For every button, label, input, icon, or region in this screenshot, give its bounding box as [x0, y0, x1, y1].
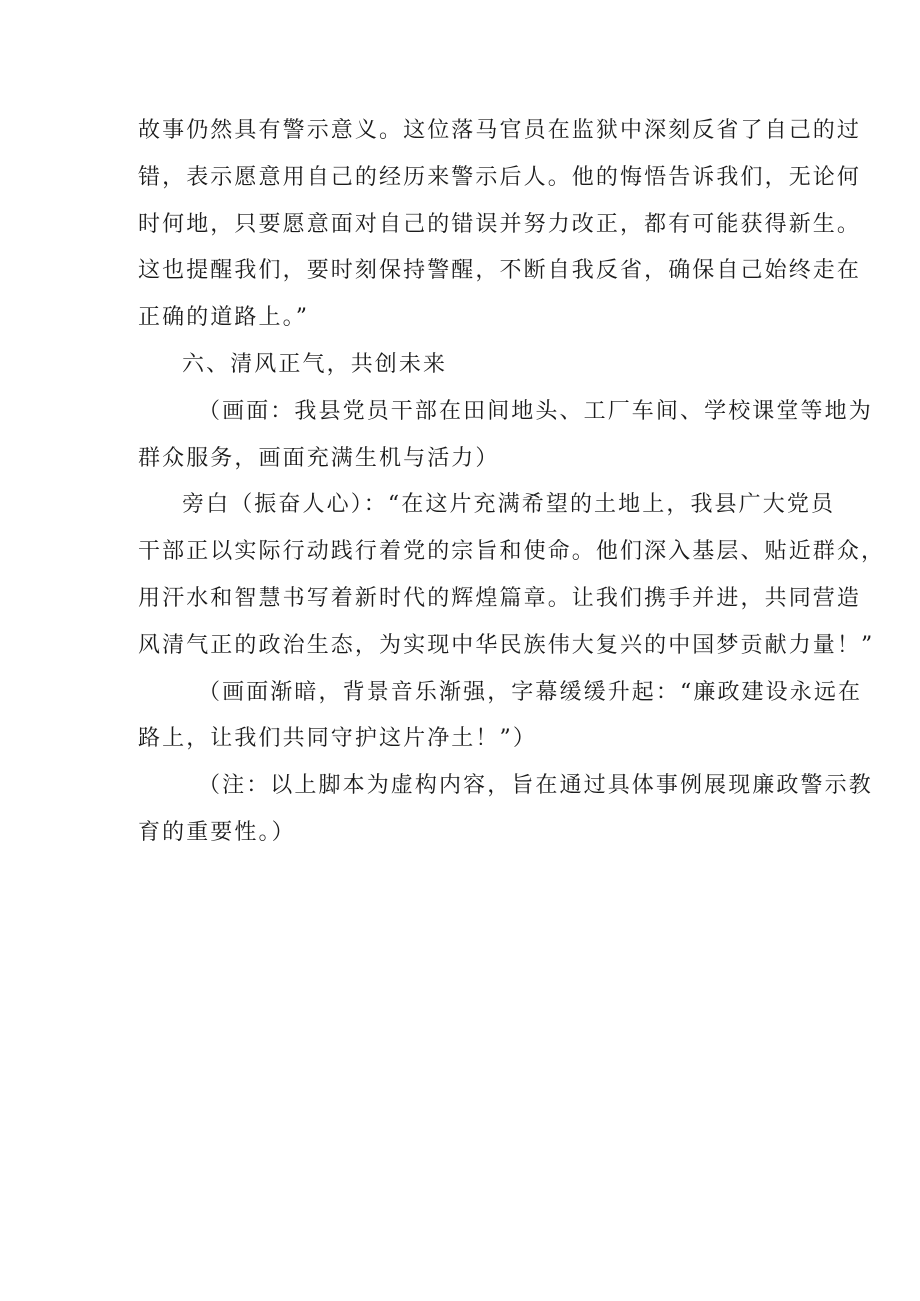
text-line: 群众服务，画面充满生机与活力）	[138, 445, 500, 471]
text-line: （画面：我县党员干部在田间地头、工厂车间、学校课堂等地为	[198, 398, 873, 424]
paragraph-scene-description	[138, 389, 873, 483]
text-line: 干部正以实际行动践行着党的宗旨和使命。他们深入基层、贴近群众，	[138, 539, 886, 565]
text-line: 时何地，只要愿意面对自己的错误并努力改正，都有可能获得新生。	[138, 211, 862, 237]
text-line: 路上，让我们共同守护这片净土！”）	[138, 726, 537, 752]
paragraph-closing-scene	[138, 670, 863, 764]
text-line: 故事仍然具有警示意义。这位落马官员在监狱中深刻反省了自己的过	[138, 118, 862, 143]
text-line: 旁白（振奋人心）：“在这片充满希望的土地上，我县广大党员	[182, 492, 836, 518]
text-line: 风清气正的政治生态，为实现中华民族伟大复兴的中国梦贡献力量！”	[138, 632, 875, 658]
text-line: 育的重要性。）	[138, 819, 296, 845]
heading-text: 六、清风正气，共创未来	[182, 351, 448, 377]
text-line: 用汗水和智慧书写着新时代的辉煌篇章。让我们携手并进，共同营造	[138, 585, 862, 611]
text-line: （画面渐暗，背景音乐渐强，字幕缓缓升起：“廉政建设永远在	[198, 679, 863, 705]
text-line: 正确的道路上。”	[138, 305, 310, 331]
text-line: 错，表示愿意用自己的经历来警示后人。他的悔悟告诉我们，无论何	[138, 164, 862, 190]
text-line: （注：以上脚本为虚构内容，旨在通过具体事例展现廉政警示教	[198, 773, 873, 799]
paragraph-story-conclusion	[138, 108, 862, 342]
document-body	[138, 108, 886, 857]
paragraph-narration	[138, 482, 886, 669]
paragraph-note	[138, 763, 873, 857]
text-line: 这也提醒我们，要时刻保持警醒，不断自我反省，确保自己始终走在	[138, 258, 862, 284]
section-heading	[138, 342, 798, 389]
